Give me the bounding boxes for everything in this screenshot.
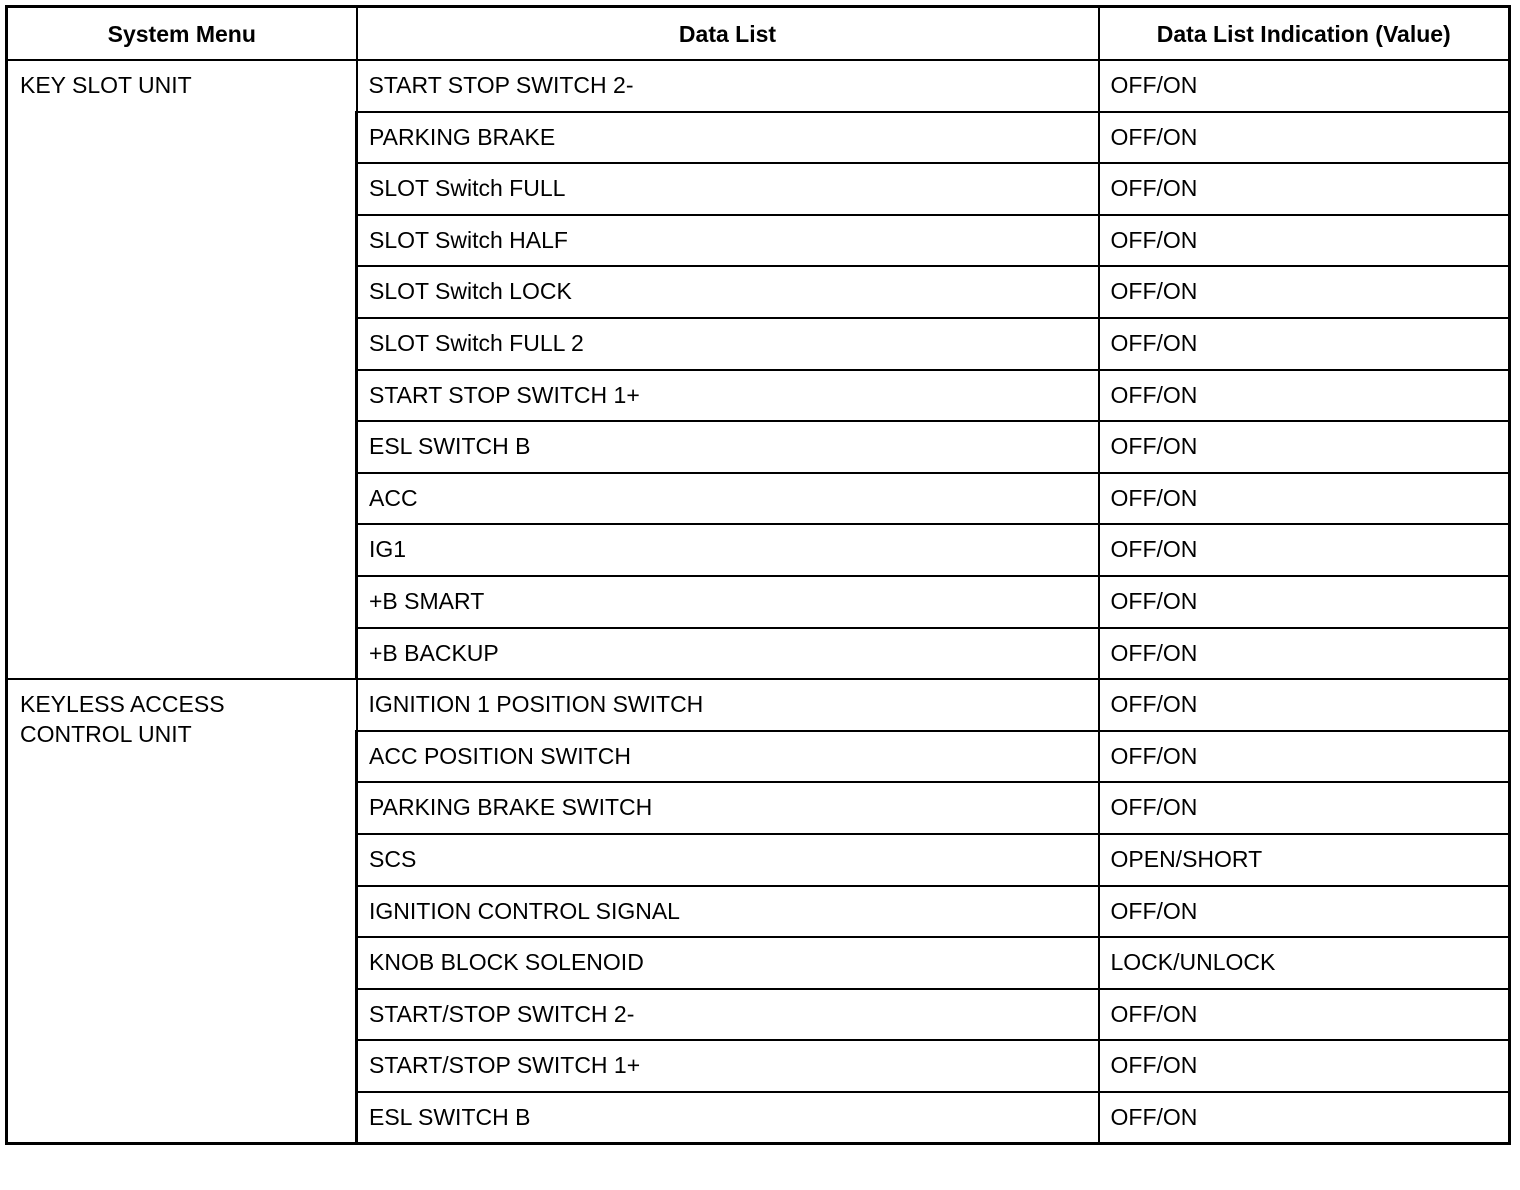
data-list-value: OFF/ON bbox=[1099, 266, 1510, 318]
data-list-value: OPEN/SHORT bbox=[1099, 834, 1510, 886]
data-list-item: SLOT Switch FULL bbox=[357, 163, 1099, 215]
data-list-item: PARKING BRAKE bbox=[357, 112, 1099, 164]
data-list-value: OFF/ON bbox=[1099, 679, 1510, 731]
header-indication: Data List Indication (Value) bbox=[1099, 7, 1510, 61]
data-list-value: OFF/ON bbox=[1099, 163, 1510, 215]
data-list-item: KNOB BLOCK SOLENOID bbox=[357, 937, 1099, 989]
data-list-value: OFF/ON bbox=[1099, 60, 1510, 112]
data-list-item: IG1 bbox=[357, 524, 1099, 576]
system-menu-name: CONTROL UNIT bbox=[20, 721, 192, 748]
data-list-item: START/STOP SWITCH 1+ bbox=[357, 1040, 1099, 1092]
data-list-value: OFF/ON bbox=[1099, 989, 1510, 1041]
data-list-value: OFF/ON bbox=[1099, 524, 1510, 576]
data-list-item: +B BACKUP bbox=[357, 628, 1099, 680]
data-list-value: OFF/ON bbox=[1099, 112, 1510, 164]
data-list-item: SLOT Switch HALF bbox=[357, 215, 1099, 267]
data-list-value: OFF/ON bbox=[1099, 731, 1510, 783]
data-list-value: OFF/ON bbox=[1099, 782, 1510, 834]
data-list-value: OFF/ON bbox=[1099, 421, 1510, 473]
data-list-value: OFF/ON bbox=[1099, 370, 1510, 422]
data-list-item: SLOT Switch LOCK bbox=[357, 266, 1099, 318]
header-data-list: Data List bbox=[357, 7, 1099, 61]
data-list-item: +B SMART bbox=[357, 576, 1099, 628]
system-menu-name: KEYLESS ACCESS bbox=[20, 691, 225, 718]
data-list-item: IGNITION 1 POSITION SWITCH bbox=[357, 679, 1099, 731]
table-row bbox=[7, 679, 1510, 731]
data-list-value: OFF/ON bbox=[1099, 1092, 1510, 1144]
data-list-item: SCS bbox=[357, 834, 1099, 886]
data-list-value: OFF/ON bbox=[1099, 473, 1510, 525]
table-header bbox=[7, 7, 1510, 61]
header-system-menu: System Menu bbox=[7, 7, 357, 61]
data-list-item: IGNITION CONTROL SIGNAL bbox=[357, 886, 1099, 938]
data-list-item: START STOP SWITCH 1+ bbox=[357, 370, 1099, 422]
system-menu-name: KEY SLOT UNIT bbox=[20, 72, 192, 98]
table-row bbox=[7, 60, 1510, 112]
data-list-item: START STOP SWITCH 2- bbox=[357, 60, 1099, 112]
header-row bbox=[7, 7, 1510, 61]
data-list-value: OFF/ON bbox=[1099, 576, 1510, 628]
data-list-item: PARKING BRAKE SWITCH bbox=[357, 782, 1099, 834]
data-list-value: OFF/ON bbox=[1099, 215, 1510, 267]
data-list-value: OFF/ON bbox=[1099, 1040, 1510, 1092]
system-menu-cell bbox=[7, 679, 357, 1143]
data-list-item: ACC bbox=[357, 473, 1099, 525]
data-list-item: ACC POSITION SWITCH bbox=[357, 731, 1099, 783]
data-list-value: LOCK/UNLOCK bbox=[1099, 937, 1510, 989]
data-list-item: ESL SWITCH B bbox=[357, 421, 1099, 473]
data-list-value: OFF/ON bbox=[1099, 886, 1510, 938]
data-list-item: START/STOP SWITCH 2- bbox=[357, 989, 1099, 1041]
data-list-item: ESL SWITCH B bbox=[357, 1092, 1099, 1144]
data-list-table bbox=[5, 5, 1511, 1145]
table-body bbox=[7, 60, 1510, 1143]
system-menu-cell bbox=[7, 60, 357, 679]
data-list-item: SLOT Switch FULL 2 bbox=[357, 318, 1099, 370]
data-list-value: OFF/ON bbox=[1099, 318, 1510, 370]
data-list-value: OFF/ON bbox=[1099, 628, 1510, 680]
